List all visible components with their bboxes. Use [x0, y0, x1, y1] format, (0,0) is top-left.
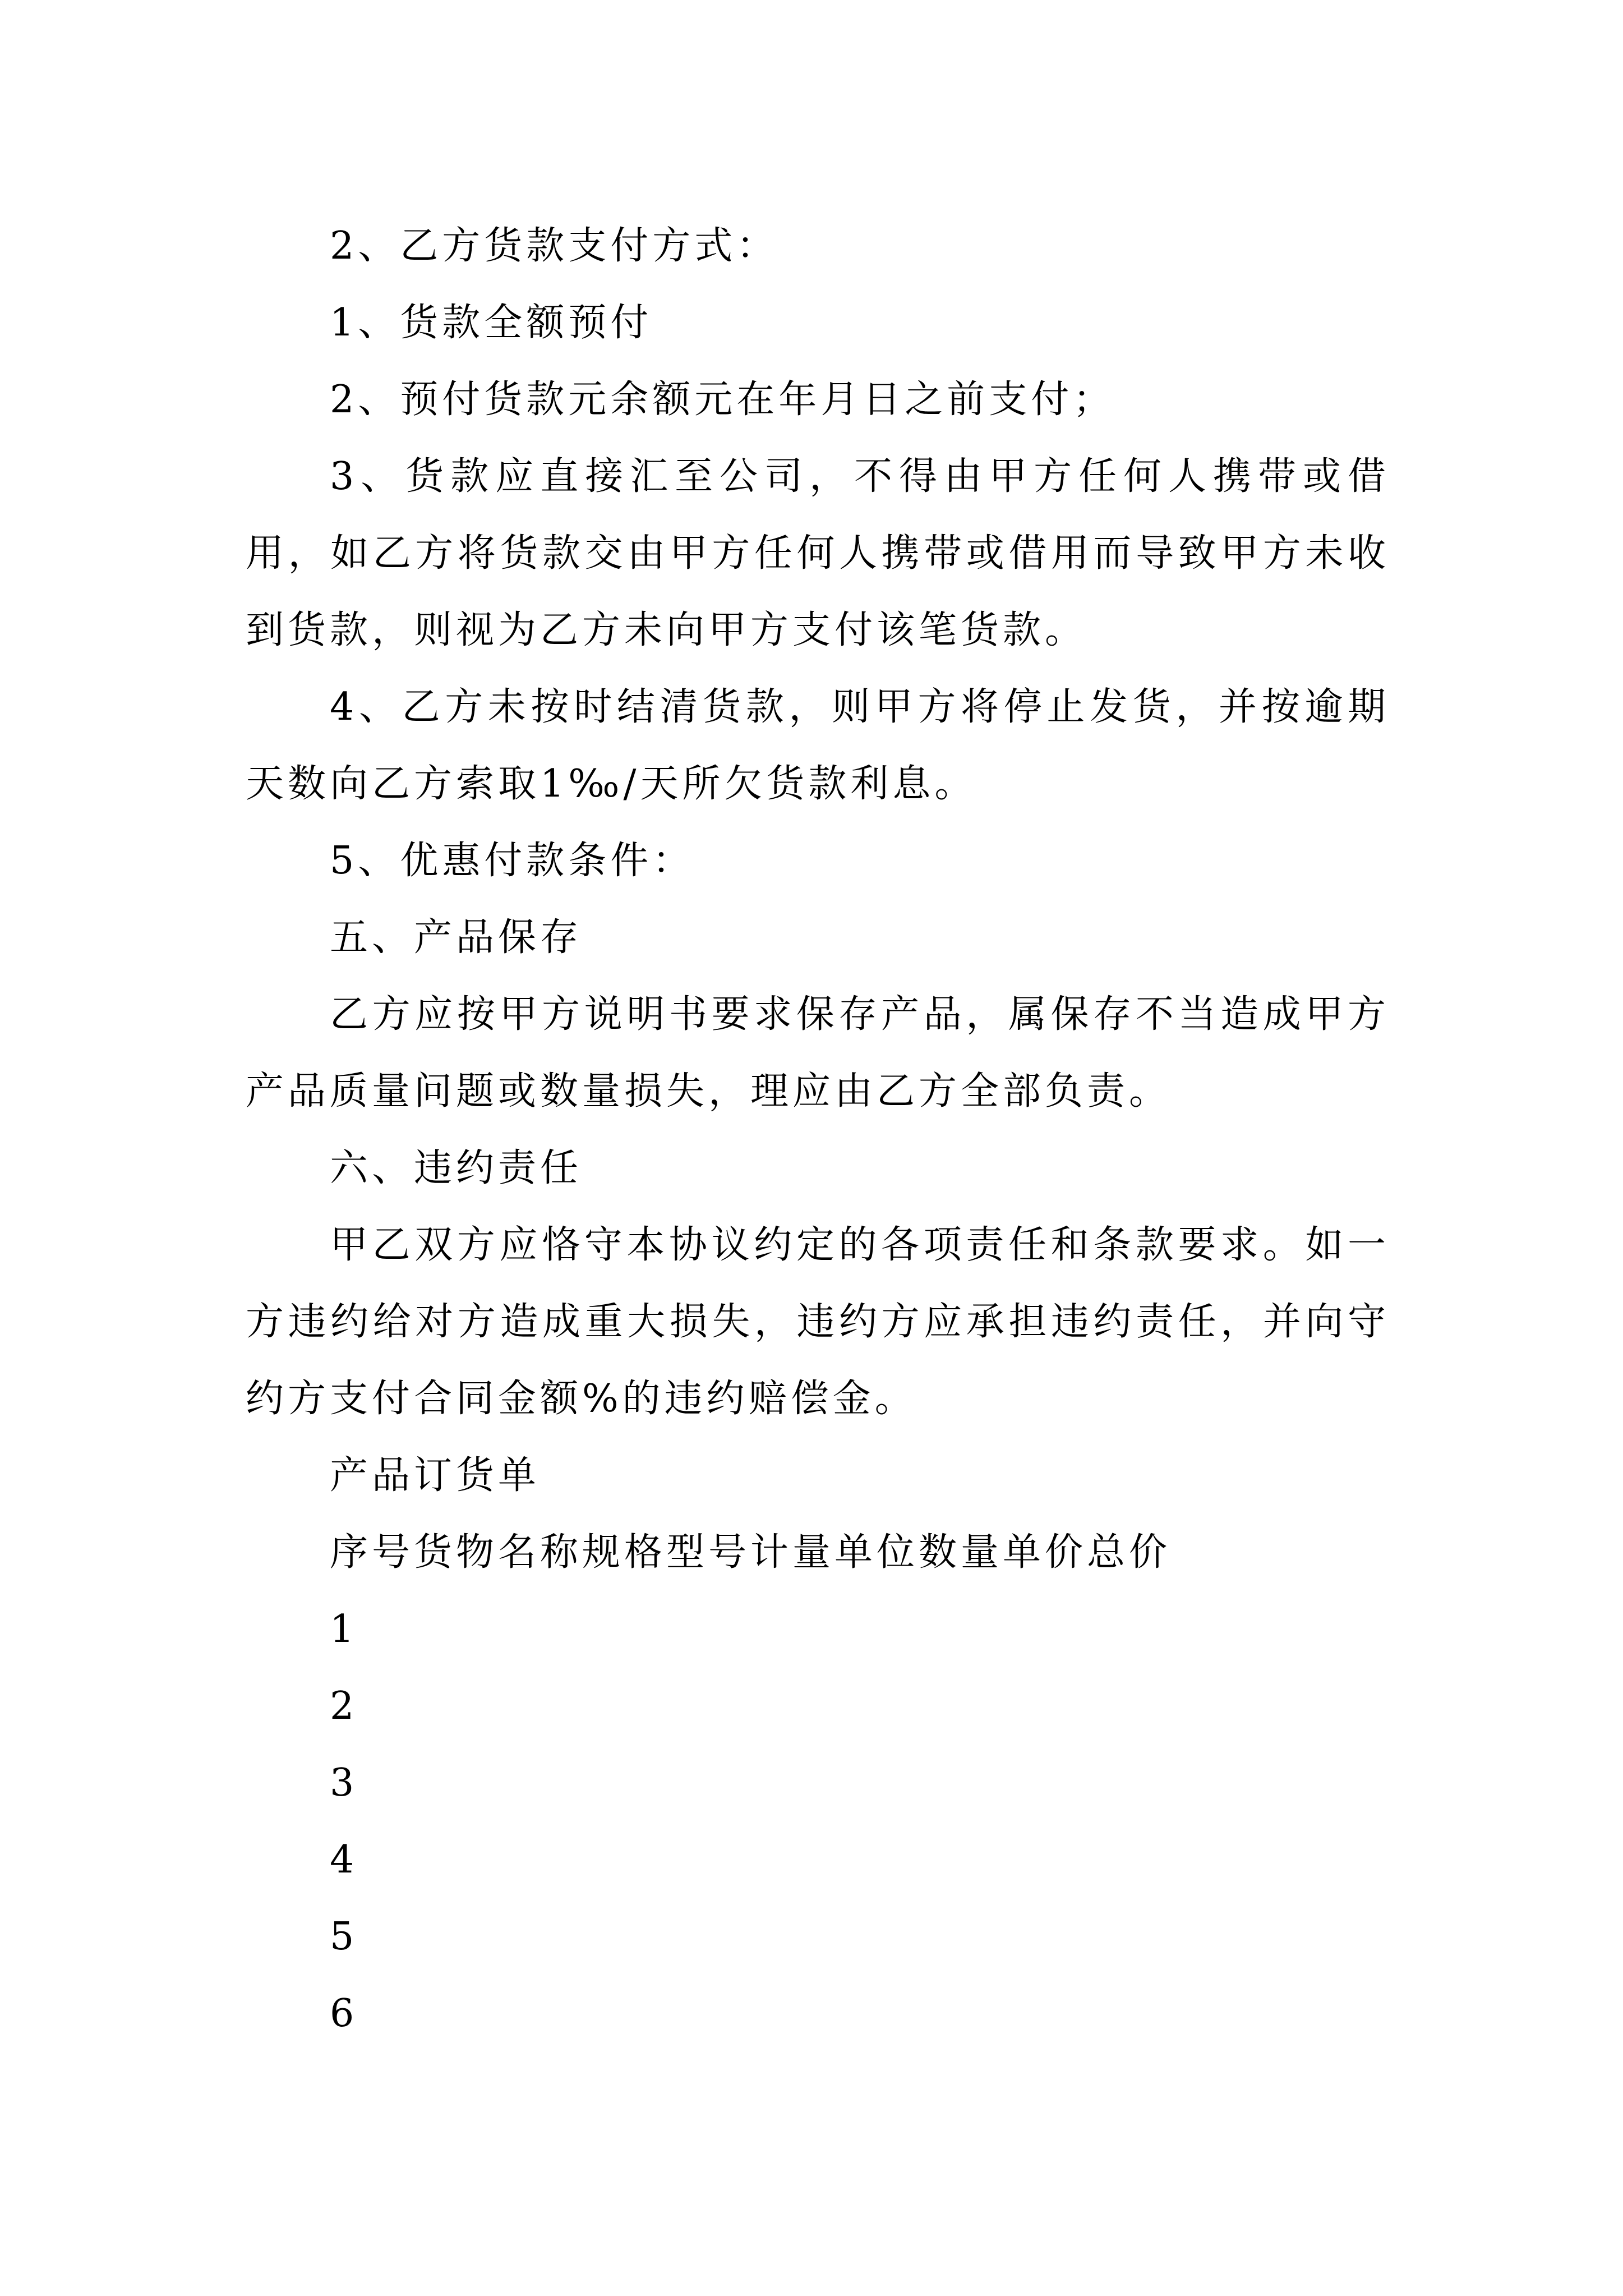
payment-option-partial-prepay: 2、预付货款元余额元在年月日之前支付； [330, 378, 1115, 422]
payment-method-heading: 2、乙方货款支付方式： [330, 224, 779, 268]
order-row-number: 6 [330, 1991, 358, 2036]
section-product-storage-heading: 五、产品保存 [330, 915, 583, 960]
order-row-number: 1 [330, 1607, 358, 1651]
order-row-number: 5 [330, 1915, 358, 1959]
order-form-header-row: 序号货物名称规格型号计量单位数量单价总价 [330, 1530, 1172, 1575]
order-form-title: 产品订货单 [330, 1453, 541, 1498]
order-row-number: 2 [330, 1684, 358, 1728]
order-row-number: 4 [330, 1838, 358, 1882]
payment-option-full-prepay: 1、货款全额预付 [330, 301, 653, 345]
late-payment-clause: 4、乙方未按时结清货款，则甲方将停止发货，并按逾期天数向乙方索取1‰/天所欠货款利息。 [246, 685, 1390, 806]
product-storage-clause: 乙方应按甲方说明书要求保存产品，属保存不当造成甲方产品质量问题或数量损失，理应由乙方全部负责。 [246, 992, 1390, 1114]
section-liability-heading: 六、违约责任 [330, 1146, 583, 1190]
payment-remittance-clause: 3、货款应直接汇至公司，不得由甲方任何人携带或借用，如乙方将货款交由甲方任何人携带或借用而导致甲方未收到货款，则视为乙方未向甲方支付该笔货款。 [246, 454, 1390, 652]
liability-clause: 甲乙双方应恪守本协议约定的各项责任和条款要求。如一方违约给对方造成重大损失，违约方应承担违约责任，并向守约方支付合同金额%的违约赔偿金。 [246, 1223, 1390, 1421]
document-body [246, 208, 1390, 2052]
discount-terms-clause: 5、优惠付款条件： [330, 839, 695, 883]
order-row-number: 3 [330, 1761, 358, 1805]
